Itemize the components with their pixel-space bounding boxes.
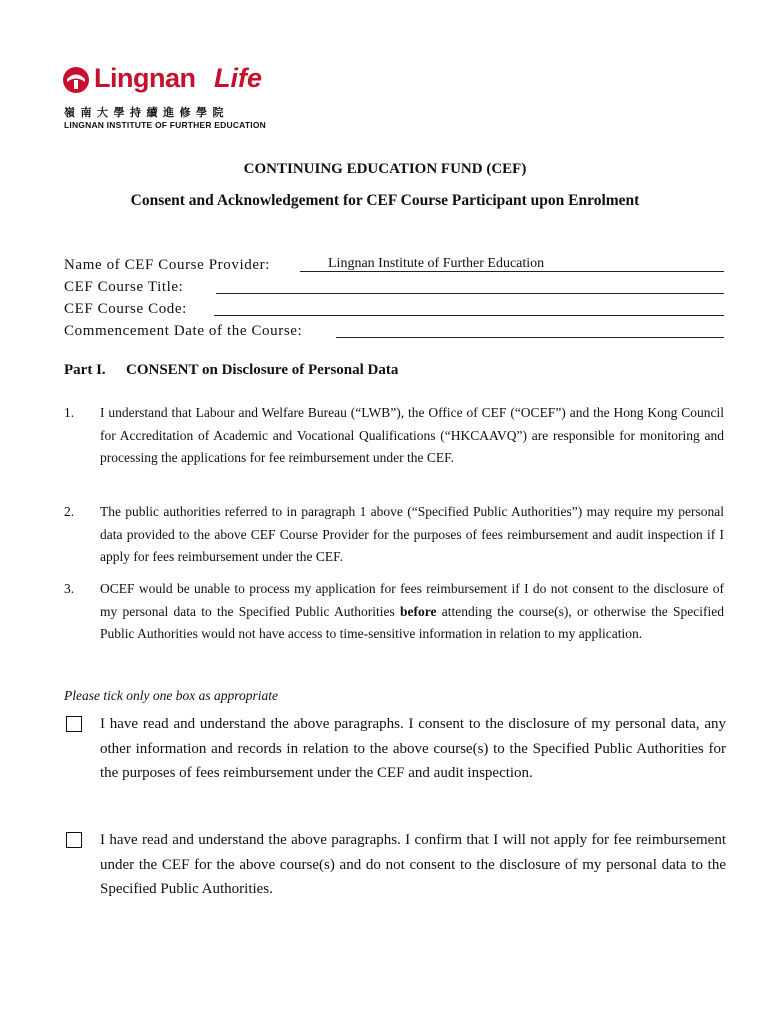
course-title-field [64, 279, 183, 296]
tick-instruction: Please tick only one box as appropriate [64, 688, 278, 703]
provider-label: Name of CEF Course Provider: [64, 257, 270, 273]
consent-option-text: I have read and understand the above paragraphs. I consent to the disclosure of my personal data, any other information and records in relation to the above course(s) to the Specified Public Authorities for the purposes of fees reimbursement under the CEF and audit inspection. [100, 716, 726, 781]
decline-option [64, 828, 726, 902]
course-code-field [64, 301, 187, 318]
paragraph-text: I understand that Labour and Welfare Bureau (“LWB”), the Office of CEF (“OCEF”) and the Hong Kong Council for Accreditation of Academic and Vocational Qualifications (“HKCAAVQ”) are responsible for monitoring and processing the applications for fee reimbursement under the CEF. [100, 405, 724, 465]
logo-chinese-name: 嶺南大學持續進修學院 [64, 106, 229, 119]
paragraph-3 [64, 578, 724, 646]
course-code-line[interactable] [214, 301, 724, 316]
course-title-label: CEF Course Title: [64, 279, 184, 295]
paragraph-number: 3. [64, 581, 75, 596]
decline-option-text: I have read and understand the above paragraphs. I confirm that I will not apply for fee reimbursement under the CEF for the above course(s) and do not consent to the disclosure of my personal data to the Specified Public Authorities. [100, 832, 726, 897]
logo-english-name: LINGNAN INSTITUTE OF FURTHER EDUCATION [64, 120, 266, 130]
paragraph-emphasis: before [399, 603, 437, 619]
paragraph-text [100, 578, 724, 646]
logo-life: Life [214, 63, 263, 93]
paragraph-text-part: attending the course(s), or otherwise the Specified Public Authorities would not have access to time-sensitive information in relation to my application. [100, 603, 724, 641]
paragraph-1 [64, 402, 724, 470]
decline-checkbox[interactable] [66, 832, 82, 848]
institution-logo [62, 62, 282, 134]
provider-value: Lingnan Institute of Further Education [328, 256, 545, 271]
course-code-label: CEF Course Code: [64, 301, 187, 317]
course-title-line[interactable] [216, 279, 724, 294]
paragraph-number: 1. [64, 405, 75, 420]
paragraph-text-part: OCEF would be unable to process my application for fees reimbursement if I do not consent to the disclosure of my personal data to the Specified Public Authorities [100, 581, 724, 619]
part-heading [64, 362, 398, 379]
commencement-date-field [64, 323, 302, 340]
lingnan-emblem-icon [62, 66, 90, 94]
provider-field [64, 256, 545, 274]
commencement-date-label: Commencement Date of the Course: [64, 323, 303, 339]
consent-checkbox[interactable] [66, 716, 82, 732]
paragraph-number: 2. [64, 504, 75, 519]
paragraph-2 [64, 501, 724, 569]
document-title: CONTINUING EDUCATION FUND (CEF) [243, 161, 527, 177]
part-title: CONSENT on Disclosure of Personal Data [126, 362, 399, 378]
part-number: Part I. [64, 362, 106, 378]
logo-name: Lingnan [94, 63, 196, 93]
document-subtitle: Consent and Acknowledgement for CEF Course Participant upon Enrolment [130, 192, 640, 209]
paragraph-text: The public authorities referred to in paragraph 1 above (“Specified Public Authorities”) may require my personal data provided to the above CEF Course Provider for the purposes of fees reimbursement and audit inspection if I apply for fees reimbursement under the CEF. [100, 504, 724, 564]
commencement-date-line[interactable] [336, 323, 724, 338]
consent-option [64, 712, 726, 786]
